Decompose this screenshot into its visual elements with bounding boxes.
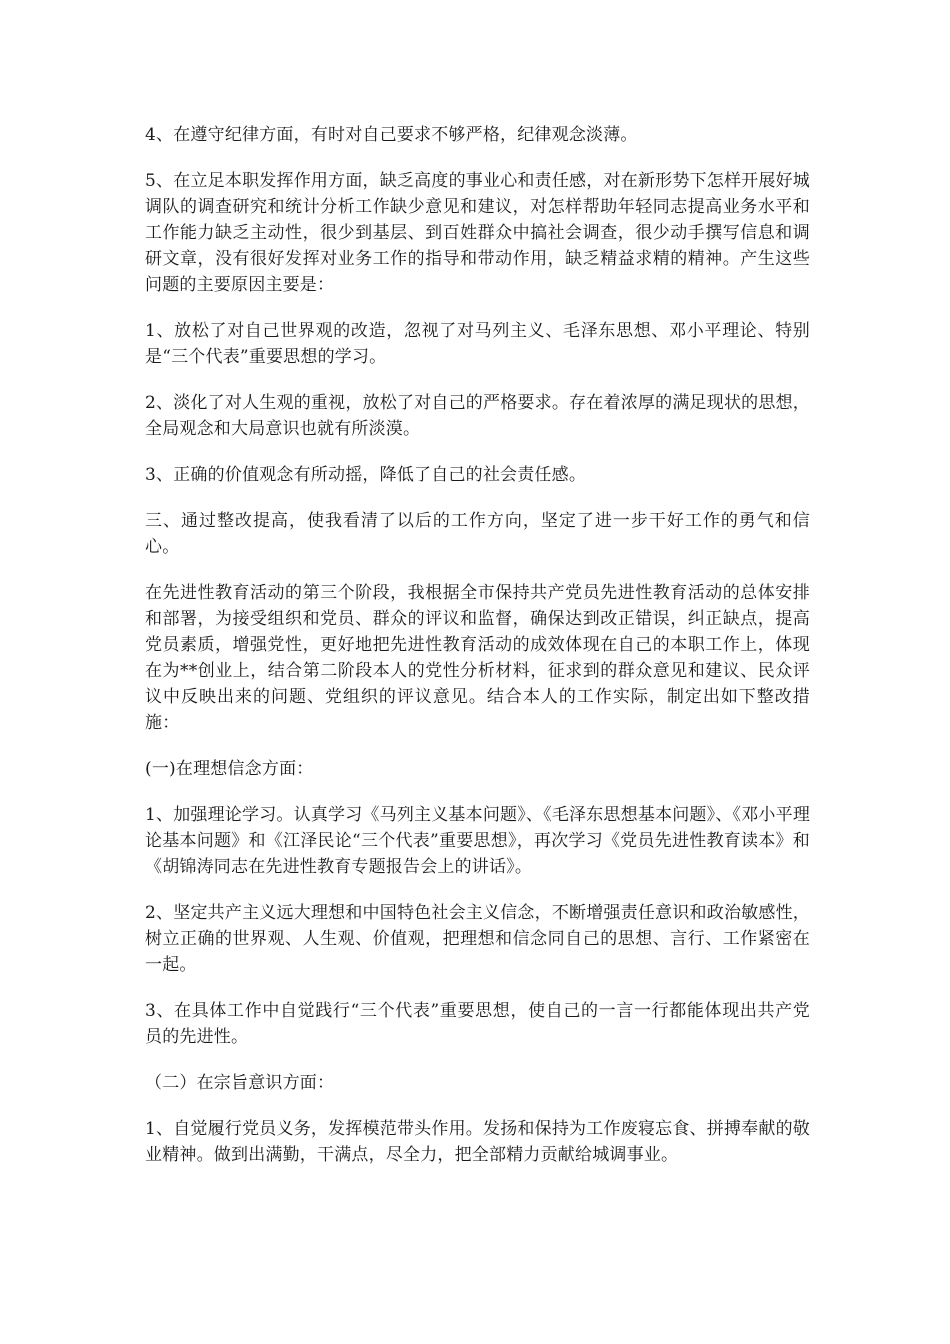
paragraph-cause-2: 2、淡化了对人生观的重视，放松了对自己的严格要求。存在着浓厚的满足现状的思想，全局观念和大局意识也就有所淡漠。 — [145, 393, 810, 439]
subsection-heading-purpose: （二）在宗旨意识方面： — [145, 1073, 335, 1093]
paragraph-ideals-3: 3、在具体工作中自觉践行“三个代表”重要思想，使自己的一言一行都能体现出共产党员的先进性。 — [145, 1001, 810, 1047]
paragraph-ideals-2: 2、坚定共产主义远大理想和中国特色社会主义信念，不断增强责任意识和政治敏感性，树立正确的世界观、人生观、价值观，把理想和信念同自己的思想、言行、工作紧密在一起。 — [145, 903, 810, 975]
paragraph-purpose-1: 1、自觉履行党员义务，发挥模范带头作用。发扬和保持为工作废寝忘食、拼搏奉献的敬业精神。做到出满勤，干满点，尽全力，把全部精力贡献给城调事业。 — [145, 1119, 810, 1165]
paragraph-ideals-1: 1、加强理论学习。认真学习《马列主义基本问题》、《毛泽东思想基本问题》、《邓小平理论基本问题》和《江泽民论“三个代表”重要思想》，再次学习《党员先进性教育读本》和《胡锦涛同志在先进性教育专题报告会上的讲话》。 — [145, 805, 811, 877]
paragraph-stage-three: 在先进性教育活动的第三个阶段，我根据全市保持共产党员先进性教育活动的总体安排和部署，为接受组织和党员、群众的评议和监督，确保达到改正错误，纠正缺点，提高党员素质，增强党性，更好地把先进性教育活动的成效体现在自己的本职工作上，体现在为**创业上，结合第二阶段本人的党性分析材料，征求到的群众意见和建议、民众评议中反映出来的问题、党组织的评议意见。结合本人的工作实际，制定出如下整改措施： — [145, 583, 810, 733]
section-heading-three: 三、通过整改提高，使我看清了以后的工作方向，坚定了进一步干好工作的勇气和信心。 — [145, 511, 810, 557]
paragraph-role: 5、在立足本职发挥作用方面，缺乏高度的事业心和责任感，对在新形势下怎样开展好城调队的调查研究和统计分析工作缺少意见和建议，对怎样帮助年轻同志提高业务水平和工作能力缺乏主动性，很少到基层、到百姓群众中搞社会调查，很少动手撰写信息和调研文章，没有很好发挥对业务工作的指导和带动作用，缺乏精益求精的精神。产生这些问题的主要原因主要是： — [145, 171, 810, 295]
paragraph-cause-1: 1、放松了对自己世界观的改造，忽视了对马列主义、毛泽东思想、邓小平理论、特别是“三个代表”重要思想的学习。 — [145, 321, 810, 367]
paragraph-discipline: 4、在遵守纪律方面，有时对自己要求不够严格，纪律观念淡薄。 — [145, 125, 638, 145]
subsection-heading-ideals: (一)在理想信念方面： — [145, 759, 314, 779]
paragraph-cause-3: 3、正确的价值观念有所动摇，降低了自己的社会责任感。 — [145, 465, 587, 485]
document-body — [145, 122, 810, 1188]
